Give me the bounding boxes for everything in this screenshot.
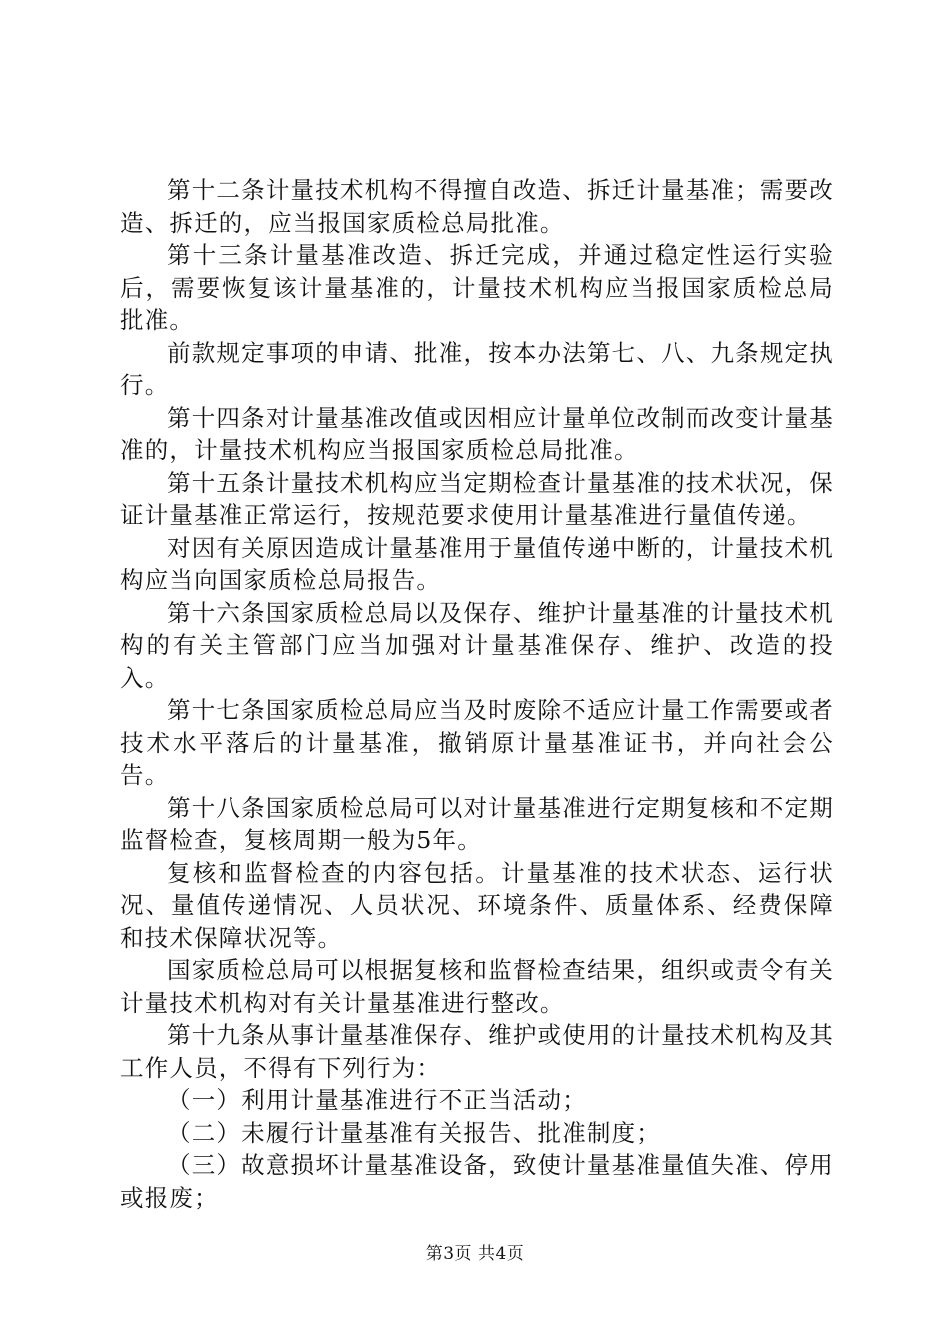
- paragraph-interruption-report: 对因有关原因造成计量基准用于量值传递中断的，计量技术机构应当向国家质检总局报告。: [120, 533, 834, 594]
- list-item-3: （三）故意损坏计量基准设备，致使计量基准量值失准、停用或报废；: [120, 1151, 834, 1212]
- paragraph-article-18: 第十八条国家质检总局可以对计量基准进行定期复核和不定期监督检查，复核周期一般为5年。: [120, 793, 834, 854]
- paragraph-article-13: 第十三条计量基准改造、拆迁完成，并通过稳定性运行实验后，需要恢复该计量基准的，计量技术机构应当报国家质检总局批准。: [120, 241, 834, 334]
- paragraph-article-16: 第十六条国家质检总局以及保存、维护计量基准的计量技术机构的有关主管部门应当加强对计量基准保存、维护、改造的投入。: [120, 598, 834, 692]
- list-item-2: （二）未履行计量基准有关报告、批准制度；: [167, 1118, 661, 1147]
- paragraph-review-contents: 复核和监督检查的内容包括。计量基准的技术状态、运行状况、量值传递情况、人员状况、环境条件、质量体系、经费保障和技术保障状况等。: [120, 858, 834, 952]
- paragraph-article-14: 第十四条对计量基准改值或因相应计量单位改制而改变计量基准的，计量技术机构应当报国家质检总局批准。: [120, 403, 834, 464]
- paragraph-article-19: 第十九条从事计量基准保存、维护或使用的计量技术机构及其工作人员，不得有下列行为：: [120, 1021, 834, 1082]
- paragraph-article-17: 第十七条国家质检总局应当及时废除不适应计量工作需要或者技术水平落后的计量基准，撤销原计量基准证书，并向社会公告。: [120, 696, 834, 789]
- paragraph-article-12: 第十二条计量技术机构不得擅自改造、拆迁计量基准；需要改造、拆迁的，应当报国家质检总局批准。: [120, 176, 834, 237]
- paragraph-rectification: 国家质检总局可以根据复核和监督检查结果，组织或责令有关计量技术机构对有关计量基准进行整改。: [120, 956, 834, 1017]
- page-number-label: 第3页 共4页: [425, 1244, 525, 1264]
- paragraph-preceding-clause: 前款规定事项的申请、批准，按本办法第七、八、九条规定执行。: [120, 338, 834, 399]
- document-body: [120, 174, 834, 1214]
- paragraph-article-15: 第十五条计量技术机构应当定期检查计量基准的技术状况，保证计量基准正常运行，按规范要求使用计量基准进行量值传递。: [120, 468, 834, 529]
- page-footer: [0, 1243, 950, 1265]
- list-item-1: （一）利用计量基准进行不正当活动；: [167, 1086, 587, 1114]
